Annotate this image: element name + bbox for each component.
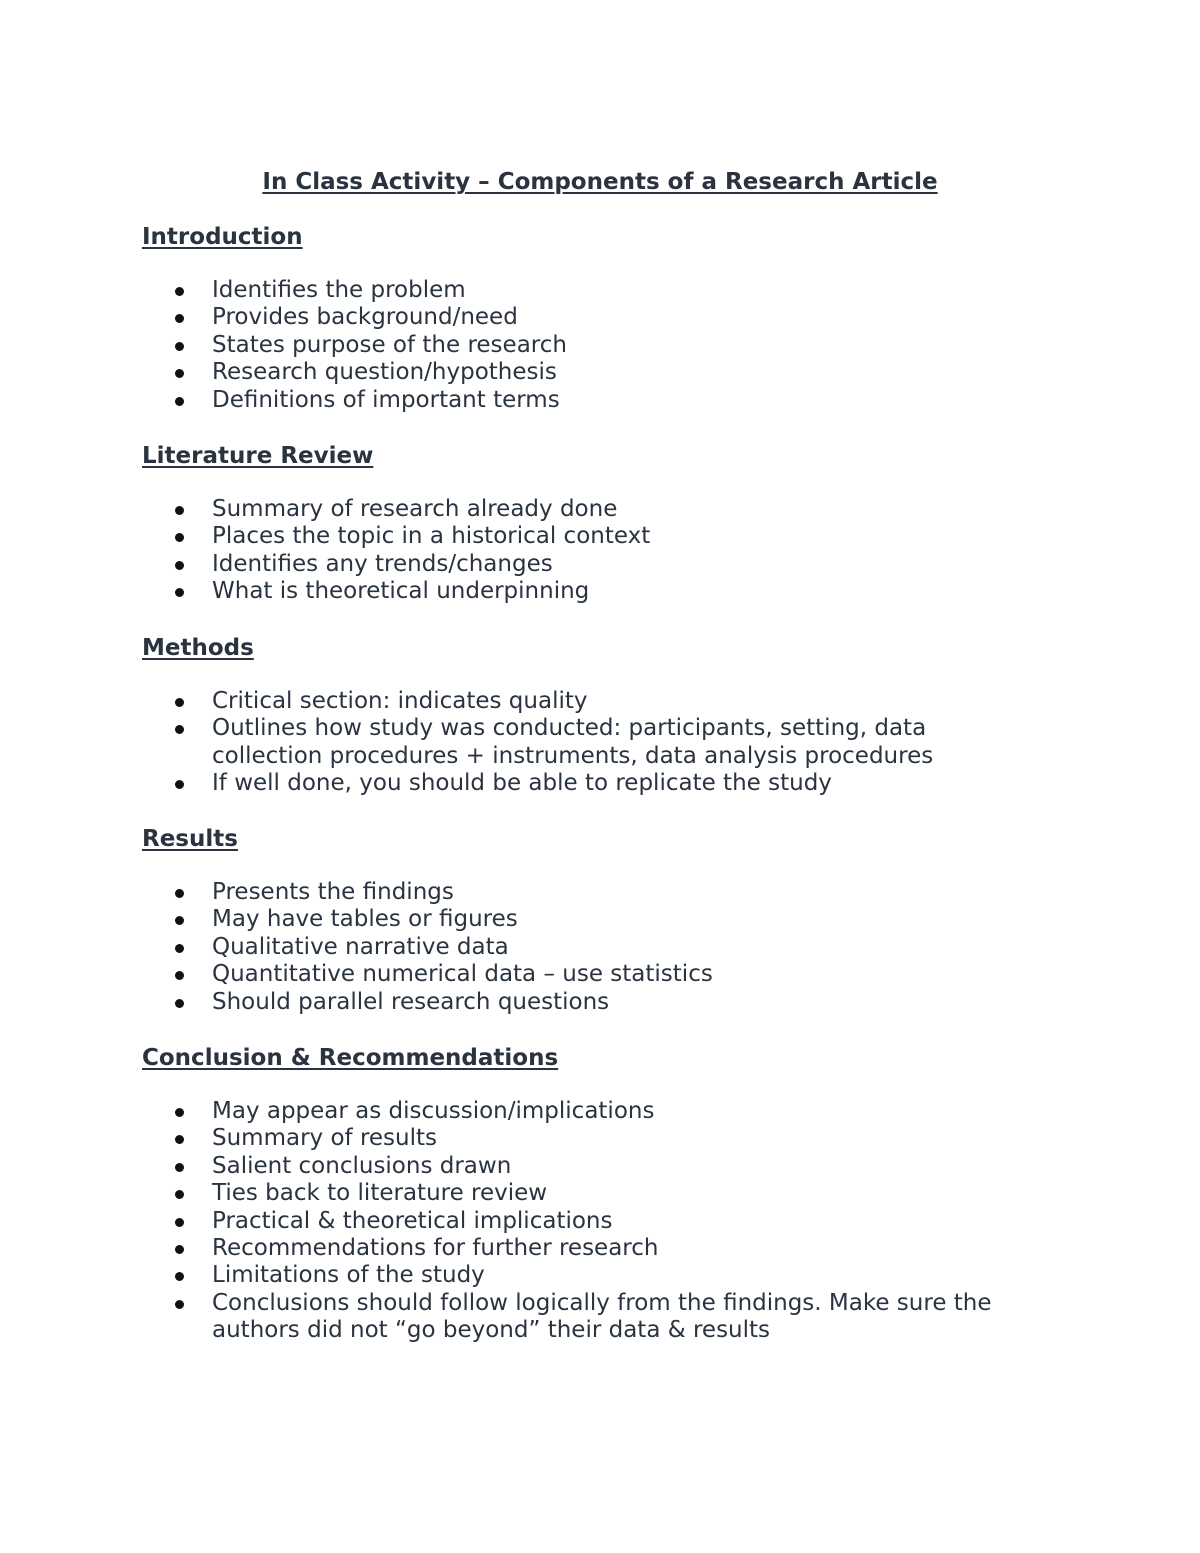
list-item: Salient conclusions drawn bbox=[142, 1153, 1042, 1180]
bullet-icon bbox=[175, 1190, 184, 1199]
section-results bbox=[142, 824, 1042, 1016]
bullet-icon bbox=[175, 369, 184, 378]
document-title: In Class Activity – Components of a Research Article bbox=[262, 169, 938, 195]
bullet-icon bbox=[175, 506, 184, 515]
bullet-icon bbox=[175, 944, 184, 953]
list-item: Qualitative narrative data bbox=[142, 934, 1042, 961]
bullet-icon bbox=[175, 397, 184, 406]
list-item: Practical & theoretical implications bbox=[142, 1208, 1042, 1235]
section-literature-review bbox=[142, 441, 1042, 606]
section-conclusion-recommendations bbox=[142, 1043, 1042, 1345]
section-introduction bbox=[142, 222, 1042, 414]
bullet-icon bbox=[175, 1300, 184, 1309]
bullet-list bbox=[142, 1098, 1042, 1345]
bullet-icon bbox=[175, 916, 184, 925]
list-item: Limitations of the study bbox=[142, 1262, 1042, 1289]
list-item: Identifies any trends/changes bbox=[142, 551, 1042, 578]
bullet-icon bbox=[175, 698, 184, 707]
bullet-icon bbox=[175, 314, 184, 323]
bullet-list bbox=[142, 496, 1042, 606]
list-item: Summary of results bbox=[142, 1125, 1042, 1152]
list-item: Ties back to literature review bbox=[142, 1180, 1042, 1207]
bullet-icon bbox=[175, 971, 184, 980]
list-item: Summary of research already done bbox=[142, 496, 1042, 523]
list-item: Critical section: indicates quality bbox=[142, 688, 1042, 715]
bullet-icon bbox=[175, 725, 184, 734]
list-item: If well done, you should be able to replicate the study bbox=[142, 770, 1042, 797]
bullet-icon bbox=[175, 1135, 184, 1144]
list-item: Presents the findings bbox=[142, 879, 1042, 906]
bullet-list bbox=[142, 688, 1042, 798]
list-item: Conclusions should follow logically from the findings. Make sure the authors did not “go beyond” their data & results bbox=[142, 1290, 1042, 1345]
list-item: What is theoretical underpinning bbox=[142, 578, 1042, 605]
list-item: Definitions of important terms bbox=[142, 387, 1042, 414]
bullet-list bbox=[142, 879, 1042, 1016]
section-methods bbox=[142, 633, 1042, 798]
bullet-icon bbox=[175, 342, 184, 351]
bullet-icon bbox=[175, 588, 184, 597]
bullet-icon bbox=[175, 1108, 184, 1117]
list-item: Recommendations for further research bbox=[142, 1235, 1042, 1262]
section-heading: Literature Review bbox=[142, 443, 374, 469]
list-item: Places the topic in a historical context bbox=[142, 523, 1042, 550]
section-heading: Methods bbox=[142, 635, 254, 661]
list-item: Provides background/need bbox=[142, 304, 1042, 331]
bullet-icon bbox=[175, 533, 184, 542]
list-item: May have tables or figures bbox=[142, 906, 1042, 933]
bullet-icon bbox=[175, 780, 184, 789]
section-heading: Conclusion & Recommendations bbox=[142, 1045, 559, 1071]
list-item: Outlines how study was conducted: participants, setting, data collection procedures + instruments, data analysis procedures bbox=[142, 715, 1042, 770]
list-item: Quantitative numerical data – use statistics bbox=[142, 961, 1042, 988]
bullet-icon bbox=[175, 1245, 184, 1254]
bullet-icon bbox=[175, 1272, 184, 1281]
bullet-icon bbox=[175, 1163, 184, 1172]
list-item: States purpose of the research bbox=[142, 332, 1042, 359]
list-item: Identifies the problem bbox=[142, 277, 1042, 304]
list-item: Should parallel research questions bbox=[142, 989, 1042, 1016]
bullet-icon bbox=[175, 287, 184, 296]
list-item: May appear as discussion/implications bbox=[142, 1098, 1042, 1125]
bullet-icon bbox=[175, 999, 184, 1008]
bullet-icon bbox=[175, 1218, 184, 1227]
bullet-icon bbox=[175, 889, 184, 898]
bullet-icon bbox=[175, 561, 184, 570]
list-item: Research question/hypothesis bbox=[142, 359, 1042, 386]
section-heading: Introduction bbox=[142, 224, 303, 250]
section-heading: Results bbox=[142, 826, 238, 852]
bullet-list bbox=[142, 277, 1042, 414]
